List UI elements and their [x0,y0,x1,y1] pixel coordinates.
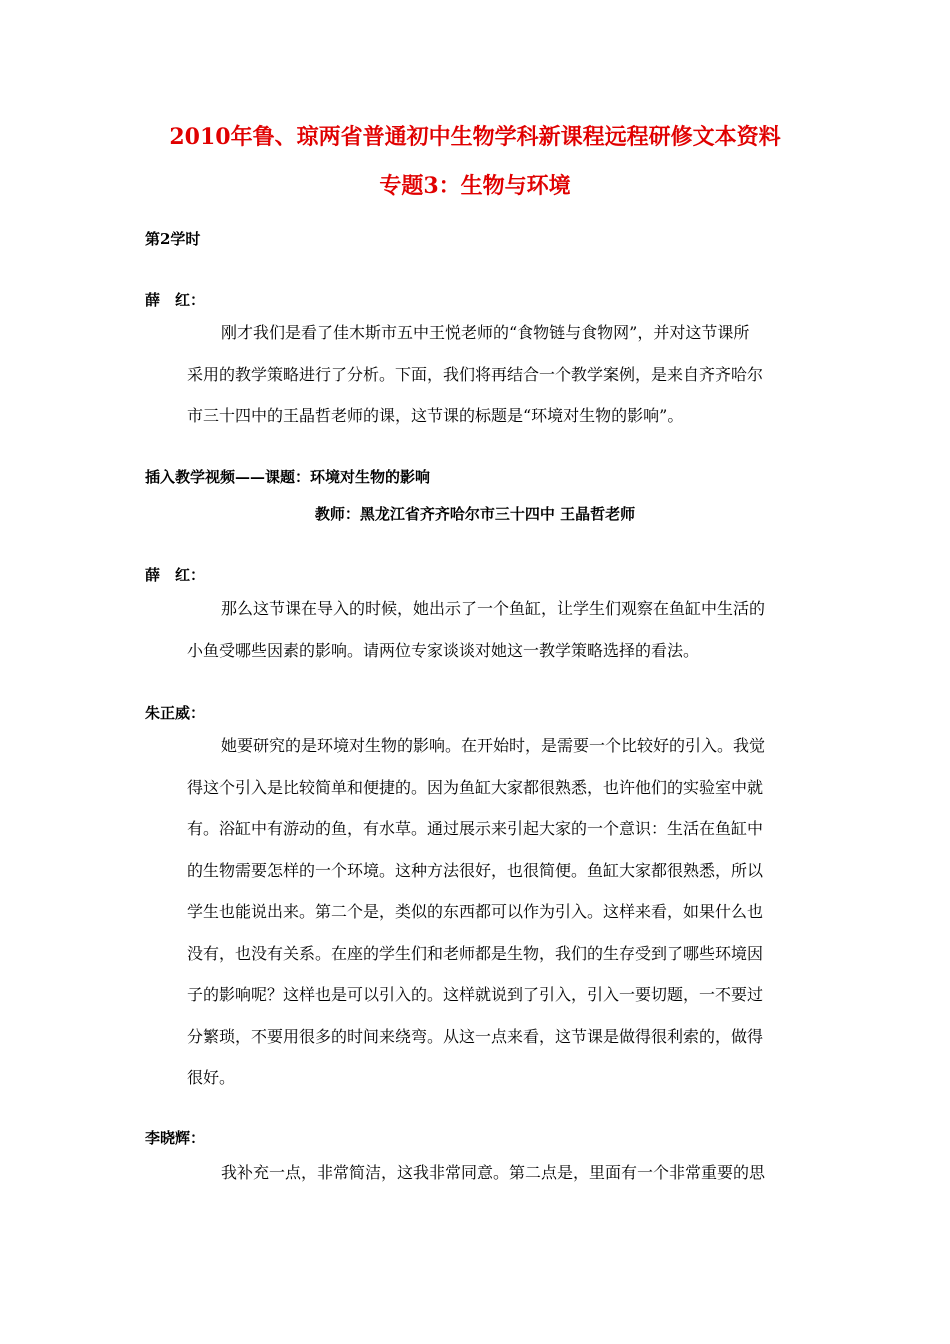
speaker-label: 朱正威： [145,704,206,722]
paragraph-line: 那么这节课在导入的时候，她出示了一个鱼缸，让学生们观察在鱼缸中生活的 [221,599,766,618]
paragraph-line: 市三十四中的王晶哲老师的课，这节课的标题是“环境对生物的影响”。 [187,406,684,425]
speech-paragraph [187,588,807,671]
session-label: 第2学时 [145,230,201,248]
paragraph-line: 得这个引入是比较简单和便捷的。因为鱼缸大家都很熟悉，也许他们的实验室中就 [187,777,764,797]
paragraph-line: 没有，也没有关系。在座的学生们和老师都是生物，我们的生存受到了哪些环境因 [187,943,764,963]
paragraph-line: 的生物需要怎样的一个环境。这种方法很好，也很简便。鱼缸大家都很熟悉，所以 [187,860,764,880]
video-insert-label: 插入教学视频——课题：环境对生物的影响 [145,468,431,486]
paragraph-line: 小鱼受哪些因素的影响。请两位专家谈谈对她这一教学策略选择的看法。 [187,640,700,660]
paragraph-line: 刚才我们是看了佳木斯市五中王悦老师的“食物链与食物网”，并对这节课所 [221,323,750,342]
speaker-label: 薛 红： [145,291,206,309]
teacher-label: 教师：黑龙江省齐齐哈尔市三十四中 王晶哲老师 [314,505,636,523]
speech-paragraph [187,725,807,1099]
paragraph-line: 采用的教学策略进行了分析。下面，我们将再结合一个教学案例，是来自齐齐哈尔 [187,364,764,384]
speech-paragraph [187,1152,807,1194]
paragraph-line: 很好。 [187,1068,236,1087]
paragraph-line: 分繁琐，不要用很多的时间来绕弯。从这一点来看，这节课是做得很利索的，做得 [187,1026,764,1046]
paragraph-line: 子的影响呢？这样也是可以引入的。这样就说到了引入，引入一要切题，一不要过 [187,985,764,1004]
paragraph-line: 她要研究的是环境对生物的影响。在开始时，是需要一个比较好的引入。我觉 [221,736,766,755]
paragraph-line: 有。浴缸中有游动的鱼，有水草。通过展示来引起大家的一个意识：生活在鱼缸中 [187,819,764,838]
speech-paragraph [187,312,807,437]
document-subtitle: 专题3：生物与环境 [379,173,571,199]
speaker-label: 薛 红： [145,566,206,584]
speaker-label: 李晓辉： [145,1129,206,1147]
paragraph-line: 学生也能说出来。第二个是，类似的东西都可以作为引入。这样来看，如果什么也 [187,902,764,921]
paragraph-line: 我补充一点，非常简洁，这我非常同意。第二点是，里面有一个非常重要的思 [221,1163,766,1182]
document-title: 2010年鲁、琼两省普通初中生物学科新课程远程研修文本资料 [169,124,781,150]
